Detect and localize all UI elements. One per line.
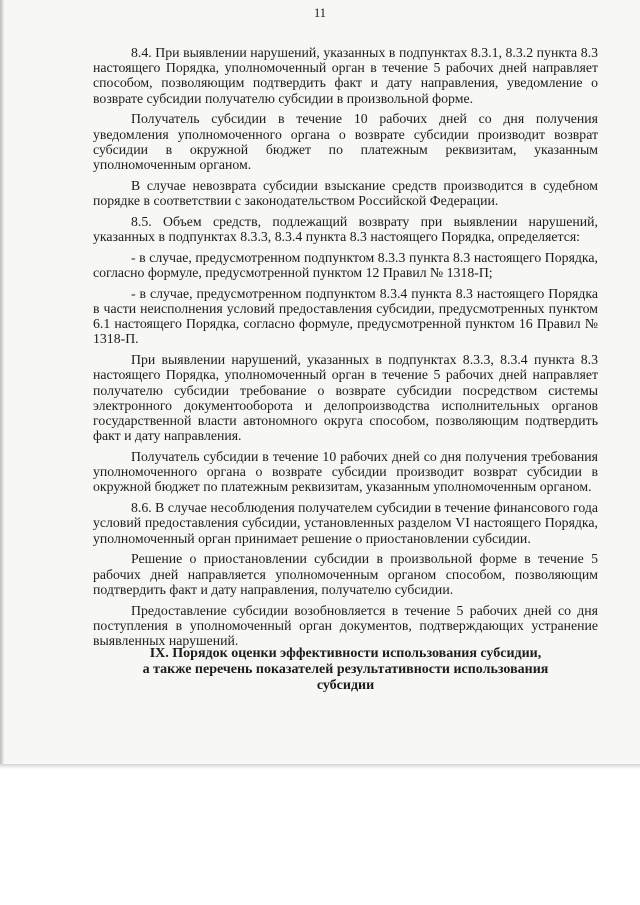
paragraph-8-5: 8.5. Объем средств, подлежащий возврату при выявлении нарушений, указанных в подпунктах 8.3.3, 8.3.4 пункта 8.3 настоящего Порядка, определяется: [93,213,598,245]
heading-line-1: IX. Порядок оценки эффективности использования субсидии, [149,646,542,661]
section-heading [93,646,598,694]
scan-edge [0,0,4,768]
paragraph-suspension-decision: Решение о приостановлении субсидии в произвольной форме в течение 5 рабочих дней направляется уполномоченным органом способом, позволяющим подтвердить факт и дату направления, получателю субсидии. [93,551,598,597]
page-bottom-shadow [0,764,640,769]
paragraph-refund-notice: Получатель субсидии в течение 10 рабочих дней со дня получения уведомления уполномоченного органа о возврате субсидии производит возврат субсидии в окружной бюджет по платежным реквизитам, указанным уполномоченным органом. [93,111,598,173]
page-number: 11 [313,6,327,20]
heading-line-3: субсидии [316,678,375,693]
paragraph-resumption: Предоставление субсидии возобновляется в течение 5 рабочих дней со дня поступления в уполномоченный орган документов, подтверждающих устранение выявленных нарушений. [93,602,598,649]
paragraph-refund-demand: При выявлении нарушений, указанных в подпунктах 8.3.3, 8.3.4 пункта 8.3 настоящего Порядка, уполномоченный орган в течение 5 рабочих дней направляет получателю субсидии требование о возврате субсидии посредством системы электронного документооборота и делопроизводства исполнительных органов государственной власти автономного округа способом, позволяющим подтвердить факт и дату направления. [93,352,598,444]
paragraph-8-4: 8.4. При выявлении нарушений, указанных в подпунктах 8.3.1, 8.3.2 пункта 8.3 настоящего Порядка, уполномоченный орган в течение 5 рабочих дней направляет способом, позволяющим подтвердить факт и дату направления, уведомление о возврате субсидии получателю субсидии в произвольной форме. [93,45,598,106]
list-item-8-3-3: - в случае, предусмотренном подпунктом 8.3.3 пункта 8.3 настоящего Порядка, согласно формуле, предусмотренной пунктом 12 Правил № 1318-П; [93,249,598,281]
paragraph-court-recovery: В случае невозврата субсидии взыскание средств производится в судебном порядке в соответствии с законодательством Российской Федерации. [93,177,598,209]
document-body [93,45,598,648]
list-item-8-3-4: - в случае, предусмотренном подпунктом 8.3.4 пункта 8.3 настоящего Порядка в части неисполнения условий предоставления субсидии, предусмотренных пунктом 6.1 настоящего Порядка, согласно формуле, предусмотренной пунктом 16 Правил № 1318-П. [93,285,598,347]
heading-line-2: а также перечень показателей результативности использования [142,662,549,677]
paragraph-refund-payment: Получатель субсидии в течение 10 рабочих дней со дня получения требования уполномоченного органа о возврате субсидии производит возврат субсидии в окружной бюджет по платежным реквизитам, указанным уполномоченным органом. [93,449,598,495]
paragraph-8-6: 8.6. В случае несоблюдения получателем субсидии в течение финансового года условий предоставления субсидии, установленных разделом VI настоящего Порядка, уполномоченный орган принимает решение о приостановлении субсидии. [93,500,598,546]
